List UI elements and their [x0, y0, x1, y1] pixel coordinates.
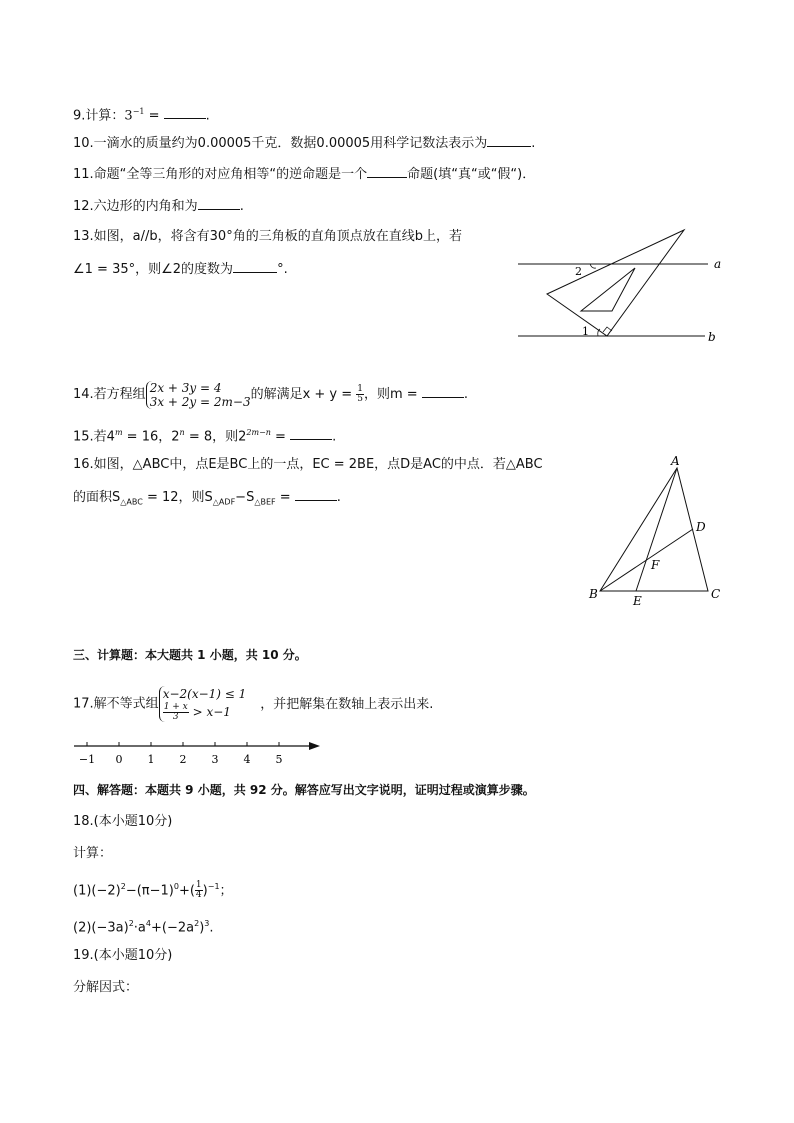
answer-blank[interactable]	[422, 385, 464, 398]
question-10: 10.一滴水的质量约为0.00005千克．数据0.00005用科学记数法表示为 .	[73, 136, 536, 151]
answer-blank[interactable]	[295, 488, 337, 501]
section-3-title: 三、计算题：本大题共 1 小题，共 10 分。	[73, 648, 307, 662]
number-line-arrow	[309, 742, 320, 750]
question-11: 11.命题“全等三角形的对应角相等“的逆命题是一个 命题(填“真“或“假“)．	[73, 167, 536, 182]
answer-blank[interactable]	[233, 260, 277, 273]
label-D: D	[696, 520, 706, 534]
equation-system: 2x + 3y = 4 3x + 2y = 2m−3	[146, 381, 251, 409]
fraction: $\frac{1}{5}$	[357, 384, 364, 404]
number-line-tick-label: −1	[78, 753, 96, 766]
label-b: b	[708, 330, 716, 344]
question-13-line2: ∠1 = 35°，则∠2的度数为 °.	[73, 262, 288, 277]
question-14: 14.若方程组 2x + 3y = 4 3x + 2y = 2m−3的解满足x + y = $\frac{1}{5}$ ，则m = .	[73, 380, 468, 409]
question-13-line1: 13.如图，a//b，将含有30°角的三角板的直角顶点放在直线b上，若	[73, 229, 462, 244]
answer-blank[interactable]	[164, 106, 206, 119]
number-line-tick-label: 2	[179, 753, 187, 766]
answer-blank[interactable]	[367, 165, 407, 178]
answer-blank[interactable]	[290, 427, 332, 440]
segment-bd	[600, 529, 693, 591]
section-4-title: 四、解答题：本题共 9 小题，共 92 分。解答应写出文字说明，证明过程或演算步骤。	[73, 783, 535, 797]
question-19-prompt: 分解因式：	[73, 980, 139, 995]
question-18-part-1: $(1)(-2)^2-(\pi-1)^0+$( $\frac{1}{4}$ )$^{-1}$；	[73, 880, 233, 901]
question-12: 12.六边形的内角和为 .	[73, 199, 244, 214]
number-line-tick-label: 4	[243, 753, 251, 766]
number-line-tick-label: 0	[115, 753, 123, 766]
question-17: 17.解不等式组x−2(x−1) ≤ 1 $\frac{1 + x}{3}$ > x−1，并把解集在数轴上表示出来.	[73, 687, 434, 722]
question-19-heading: 19.(本小题10分)	[73, 948, 173, 963]
question-18-prompt: 计算：	[73, 846, 113, 861]
question-9: 9.计算：$3^{-1}$ = .	[73, 107, 210, 124]
question-16-line1: 16.如图，△ABC中，点E是BC上的一点，EC = 2BE，点D是AC的中点．若△ABC	[73, 457, 543, 472]
label-angle-2: 2	[575, 265, 582, 278]
number-line	[70, 736, 330, 768]
inequality-system: x−2(x−1) ≤ 1 $\frac{1 + x}{3}$ > x−1	[159, 686, 247, 722]
label-B: B	[589, 587, 598, 601]
label-A: A	[671, 454, 680, 468]
answer-blank[interactable]	[198, 197, 240, 210]
question-15: 15.若$4^m = 16$，$2^n = 8$，则$2^{2m-n}$ = .	[73, 428, 337, 445]
question-16-line2: 的面积$S_{\triangle ABC} = 12$，则$S_{\triangle ADF}-S_{\triangle BEF}$ = .	[73, 490, 341, 507]
segment-ae	[636, 468, 677, 591]
parallel-lines-figure	[510, 225, 735, 350]
label-C: C	[711, 587, 721, 601]
label-F: F	[651, 558, 660, 572]
answer-blank[interactable]	[487, 134, 531, 147]
number-line-tick-label: 3	[211, 753, 219, 766]
question-18-part-2: $(2)(-3a)^2\cdot a^4+(-2a^2)^3$.	[73, 919, 214, 936]
angle-2-arc	[590, 264, 596, 268]
question-18-heading: 18.(本小题10分)	[73, 814, 173, 829]
label-E: E	[633, 594, 642, 608]
number-line-tick-label: 1	[147, 753, 155, 766]
number-line-tick-label: 5	[275, 753, 283, 766]
label-angle-1: 1	[582, 325, 589, 338]
triangle-abc-figure	[585, 452, 725, 612]
label-a: a	[714, 257, 722, 271]
